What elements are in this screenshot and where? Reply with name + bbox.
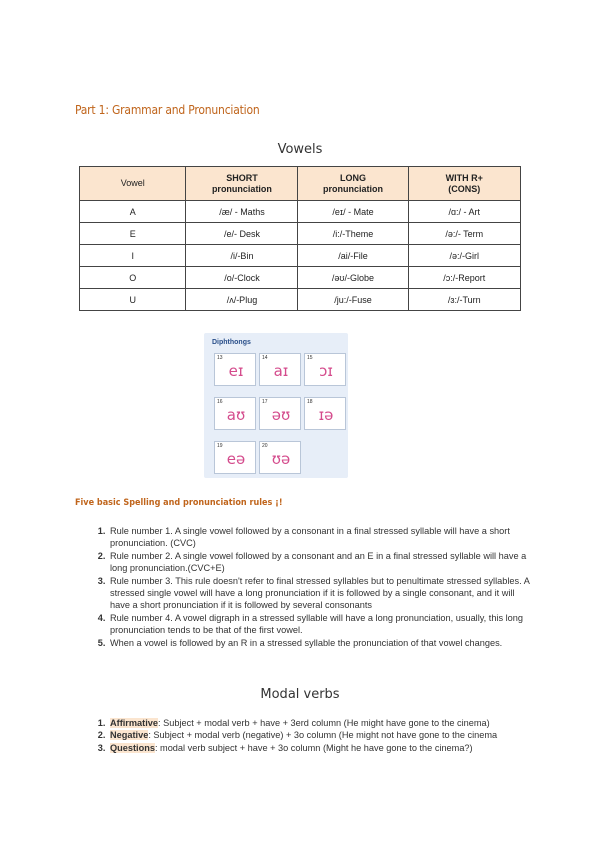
list-item (108, 729, 533, 741)
table-cell: A (80, 201, 186, 223)
diphthong-symbol: ɔɪ (319, 362, 333, 380)
table-cell: /i/-Bin (186, 245, 298, 267)
diphthong-number: 19 (217, 443, 223, 449)
table-header-cell: LONG pronunciation (298, 167, 408, 201)
table-cell: /eɪ/ - Mate (298, 201, 408, 223)
table-cell: /ɑ:/ - Art (408, 201, 521, 223)
list-item: 1. Rule number 1. A single vowel followed by a consonant in a final stressed syllable will have a short pronunciation. (CVC) (108, 525, 533, 550)
modal-label: Affirmative (110, 718, 158, 728)
table-cell: U (80, 289, 186, 311)
diphthong-number: 16 (217, 399, 223, 405)
table-cell: /i:/-Theme (298, 223, 408, 245)
vowels-title: Vowels (277, 142, 323, 157)
table-cell: /ju:/-Fuse (298, 289, 408, 311)
modal-verbs-list (88, 717, 533, 754)
diphthong-cell (304, 353, 346, 386)
diphthong-cell (259, 397, 301, 430)
part-title: Part 1: Grammar and Pronunciation (75, 103, 260, 117)
list-item: 4. Rule number 4. A vowel digraph in a stressed syllable will have a long pronunciation, usually, this long pronunciation tends to be that of the first vowel. (108, 612, 533, 637)
modal-label: Questions (110, 742, 155, 753)
list-item (108, 742, 533, 754)
table-header-cell: Vowel (80, 167, 186, 201)
diphthong-symbol: eə (226, 450, 246, 468)
diphthong-symbol: aʊ (226, 406, 246, 424)
modal-verbs-title: Modal verbs (260, 687, 340, 702)
diphthong-symbol: ʊə (271, 450, 291, 468)
list-item: 5. When a vowel is followed by an R in a stressed syllable the pronunciation of that vowel changes. (108, 637, 533, 649)
vowels-table (79, 166, 521, 311)
table-cell: /ɜ:/-Turn (408, 289, 521, 311)
diphthong-number: 17 (262, 399, 268, 405)
table-cell: /ai/-File (298, 245, 408, 267)
diphthong-cell (214, 441, 256, 474)
diphthong-symbol: aɪ (273, 362, 289, 380)
table-cell: /ə:/-Girl (408, 245, 521, 267)
table-cell: O (80, 267, 186, 289)
table-row (80, 267, 521, 289)
table-row (80, 223, 521, 245)
list-item: 3. Rule number 3. This rule doesn't refer to final stressed syllables but to penultimate stressed syllables. A stressed single vowel will have a long pronunciation if it is followed by a single consonant, and it will have a short pronunciation if it is followed by several consonants (108, 575, 533, 612)
table-header-cell: SHORT pronunciation (186, 167, 298, 201)
table-cell: /ə:/- Term (408, 223, 521, 245)
table-header-row (80, 167, 521, 201)
list-item: 2. Rule number 2. A single vowel followed by a consonant and an E in a final stressed syllable will have a long pronunciation.(CVC+E) (108, 550, 533, 575)
diphthong-symbol: əʊ (271, 406, 291, 424)
table-cell: /e/- Desk (186, 223, 298, 245)
table-cell: /æ/ - Maths (186, 201, 298, 223)
modal-text: : modal verb subject + have + 3o column (Might he have gone to the cinema?) (154, 742, 473, 753)
diphthong-cell (304, 397, 346, 430)
modal-text: : Subject + modal verb + have + 3erd column (He might have gone to the cinema) (158, 718, 490, 728)
diphthong-cell (214, 353, 256, 386)
table-row (80, 201, 521, 223)
diphthong-number: 20 (262, 443, 268, 449)
diphthong-symbol: ɪə (318, 406, 334, 424)
diphthong-number: 18 (307, 399, 313, 405)
table-cell: E (80, 223, 186, 245)
modal-label: Negative (110, 730, 149, 741)
diphthong-number: 14 (262, 355, 268, 361)
diphthongs-chart (204, 333, 348, 478)
diphthong-number: 13 (217, 355, 223, 361)
table-cell: /əʊ/-Globe (298, 267, 408, 289)
modal-text: : Subject + modal verb (negative) + 3o column (He might not have gone to the cinema (148, 730, 498, 741)
diphthong-number: 15 (307, 355, 313, 361)
diphthong-cell (214, 397, 256, 430)
table-row (80, 289, 521, 311)
diphthong-cell (259, 441, 301, 474)
table-cell: /ʌ/-Plug (186, 289, 298, 311)
diphthongs-title: Diphthongs (212, 339, 251, 346)
table-header-cell: WITH R+ (CONS) (408, 167, 521, 201)
table-row (80, 245, 521, 267)
rules-list (88, 525, 533, 649)
diphthong-symbol: eɪ (228, 362, 244, 380)
list-item (108, 717, 533, 729)
diphthong-cell (259, 353, 301, 386)
rules-title: Five basic Spelling and pronunciation rules ¡! (75, 498, 283, 508)
table-cell: I (80, 245, 186, 267)
table-cell: /o/-Clock (186, 267, 298, 289)
table-cell: /ɔ:/-Report (408, 267, 521, 289)
